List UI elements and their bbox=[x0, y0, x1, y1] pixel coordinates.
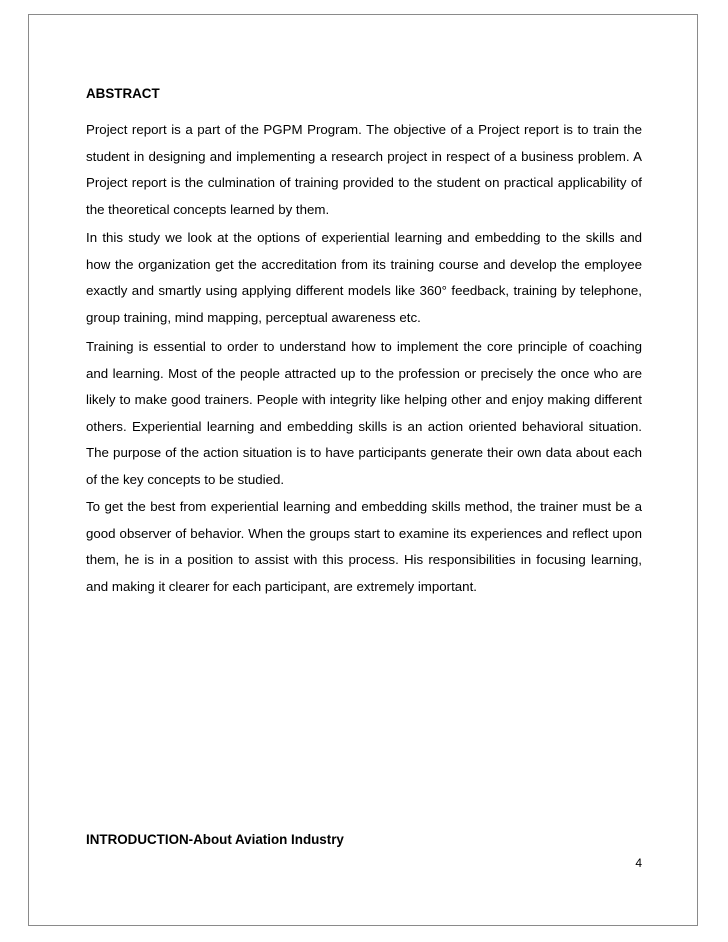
abstract-paragraph-4: To get the best from experiential learning and embedding skills method, the trainer must be a good observer of behavior. When the groups start to examine its experiences and reflect upon them, he is in a position to assist with this process. His responsibilities in focusing learning, and making it clearer for each participant, are extremely important. bbox=[86, 499, 642, 594]
abstract-paragraph-2: In this study we look at the options of experiential learning and embedding to the skills and how the organization get the accreditation from its training course and develop the employee exactly and smartly using applying different models like 360° feedback, training by telephone, group training, mind mapping, perceptual awareness etc. bbox=[86, 230, 642, 325]
abstract-paragraph-3: Training is essential to order to understand how to implement the core principle of coaching and learning. Most of the people attracted up to the profession or precisely the once who are likely to make good trainers. People with integrity like helping other and enjoy making different others. Experiential learning and embedding skills is an action oriented behavioral situation. The purpose of the action situation is to have participants generate their own data about each of the key concepts to be studied. bbox=[86, 339, 642, 487]
abstract-heading: ABSTRACT bbox=[86, 86, 160, 101]
introduction-heading: INTRODUCTION-About Aviation Industry bbox=[86, 832, 344, 847]
abstract-paragraph-1: Project report is a part of the PGPM Program. The objective of a Project report is to train the student in designing and implementing a research project in respect of a business problem. A Project report is the culmination of training provided to the student on practical applicability of the theoretical concepts learned by them. bbox=[86, 122, 642, 217]
page-number: 4 bbox=[635, 856, 642, 870]
